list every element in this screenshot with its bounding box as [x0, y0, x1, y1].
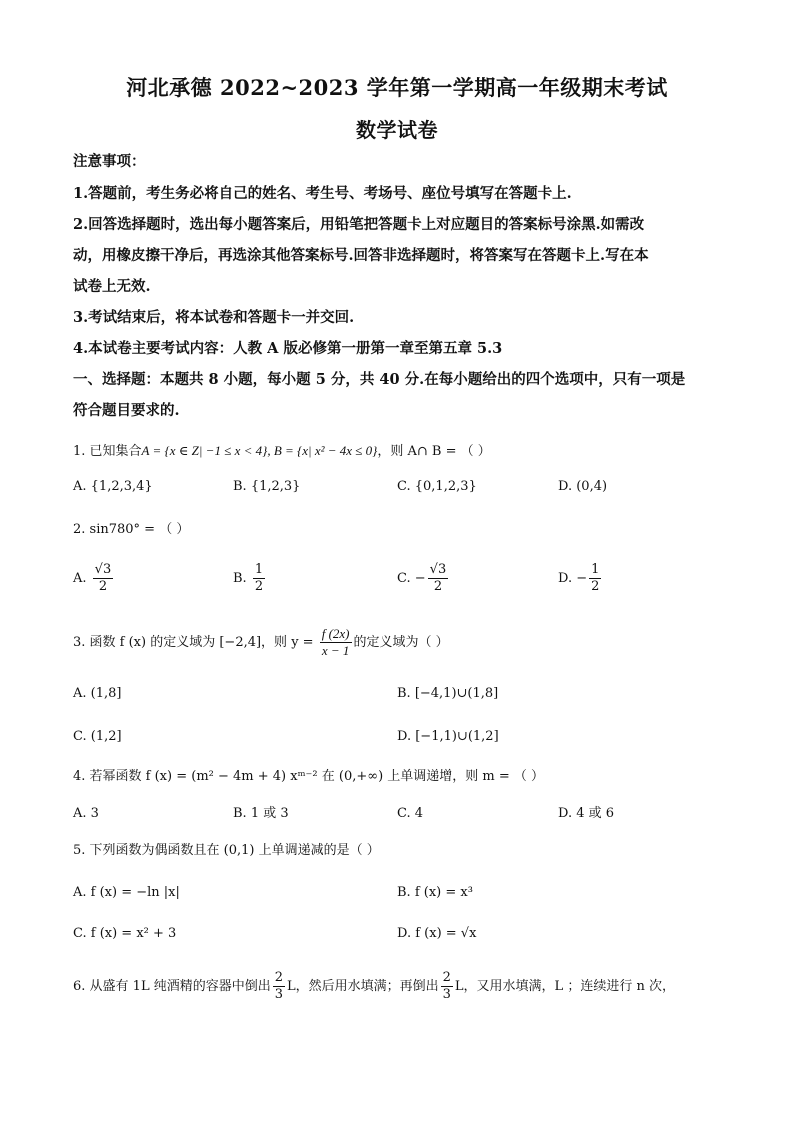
question-5-stem: 5. 下列函数为偶函数且在 (0,1) 上单调递减的是（ ）: [73, 843, 380, 858]
fraction: $\frac{2}{3}$: [442, 970, 451, 1002]
section-heading-line-2: 符合题目要求的.: [73, 402, 180, 419]
question-1-option-a[interactable]: A. {1,2,3,4}: [73, 479, 153, 494]
notice-line-2: 2.回答选择题时，选出每小题答案后，用铅笔把答题卡上对应题目的答案标号涂黑.如需改: [73, 216, 645, 233]
fraction: $\frac{√3}{2}$: [429, 562, 447, 594]
question-2-stem: 2. sin780° = （ ）: [73, 522, 190, 537]
page-subtitle: 数学试卷: [356, 118, 438, 142]
fraction: $\frac{2}{3}$: [274, 970, 283, 1002]
question-3-option-d[interactable]: D. [−1,1)∪(1,2]: [397, 729, 499, 744]
fraction: $\frac{f (2x)}{x - 1}$: [321, 626, 350, 658]
question-1-math: A = {x ∈ Z| −1 ≤ x < 4}, B = {x| x² − 4x ≤ 0}: [141, 443, 378, 458]
fraction: $\frac{1}{2}$: [254, 562, 264, 594]
question-5-option-a[interactable]: A. f (x) = −ln |x|: [73, 885, 180, 900]
question-2-option-b[interactable]: B. $\frac{1}{2}$: [233, 562, 264, 594]
question-1-option-c[interactable]: C. {0,1,2,3}: [397, 479, 477, 494]
section-heading-line-1: 一、选择题：本题共 8 小题，每小题 5 分，共 40 分.在每小题给出的四个选项中，只有一项是: [73, 371, 686, 388]
question-5-option-c[interactable]: C. f (x) = x² + 3: [73, 926, 177, 941]
question-2-option-a[interactable]: A. $\frac{√3}{2}$: [73, 562, 112, 594]
question-4-option-d[interactable]: D. 4 或 6: [558, 806, 615, 821]
notice-line-1: 1.答题前，考生务必将自己的姓名、考生号、考场号、座位号填写在答题卡上.: [73, 185, 572, 202]
question-5-option-d[interactable]: D. f (x) = √x: [397, 926, 477, 941]
question-4-option-b[interactable]: B. 1 或 3: [233, 806, 289, 821]
notice-line-3: 动，用橡皮擦干净后，再选涂其他答案标号.回答非选择题时，将答案写在答题卡上.写在本: [73, 247, 649, 264]
fraction: $\frac{√3}{2}$: [94, 562, 112, 594]
question-4-stem: 4. 若幂函数 f (x) = (m² − 4m + 4) xᵐ⁻² 在 (0,+∞) 上单调递增，则 m = （ ）: [73, 769, 545, 784]
question-1-prefix: 1. 已知集合: [73, 444, 142, 459]
question-3-option-c[interactable]: C. (1,2]: [73, 729, 122, 744]
notice-line-4: 试卷上无效.: [73, 278, 151, 295]
notice-heading: 注意事项：: [73, 153, 146, 170]
question-3-option-b[interactable]: B. [−4,1)∪(1,8]: [397, 686, 499, 701]
notice-line-6: 4.本试卷主要考试内容：人教 A 版必修第一册第一章至第五章 5.3: [73, 340, 503, 357]
question-6-stem: 6. 从盛有 1L 纯酒精的容器中倒出 $\frac{2}{3}$ L，然后用水填满；再倒出 $\frac{2}{3}$ L，又用水填满，L ；连续进行 n 次，: [73, 970, 675, 1002]
question-5-option-b[interactable]: B. f (x) = x³: [397, 885, 473, 900]
question-1-suffix: ，则 A∩ B = （ ）: [377, 444, 491, 459]
fraction: $\frac{1}{2}$: [591, 562, 600, 594]
question-4-option-a[interactable]: A. 3: [73, 806, 99, 821]
page-title: 河北承德 2022~2023 学年第一学期高一年级期末考试: [126, 75, 668, 100]
question-3-stem: 3. 函数 f (x) 的定义域为 [−2,4]，则 y = $\frac{f (2x)}{x - 1}$ 的定义域为（ ）: [73, 626, 449, 658]
question-1-option-d[interactable]: D. (0,4): [558, 479, 608, 494]
question-1-stem: [73, 440, 491, 463]
question-3-option-a[interactable]: A. (1,8]: [73, 686, 122, 701]
question-2-option-c[interactable]: C. − $\frac{√3}{2}$: [397, 562, 447, 594]
notice-line-5: 3.考试结束后，将本试卷和答题卡一并交回.: [73, 309, 355, 326]
question-4-option-c[interactable]: C. 4: [397, 806, 424, 821]
question-2-option-d[interactable]: D. − $\frac{1}{2}$: [558, 562, 600, 594]
question-1-option-b[interactable]: B. {1,2,3}: [233, 479, 301, 494]
